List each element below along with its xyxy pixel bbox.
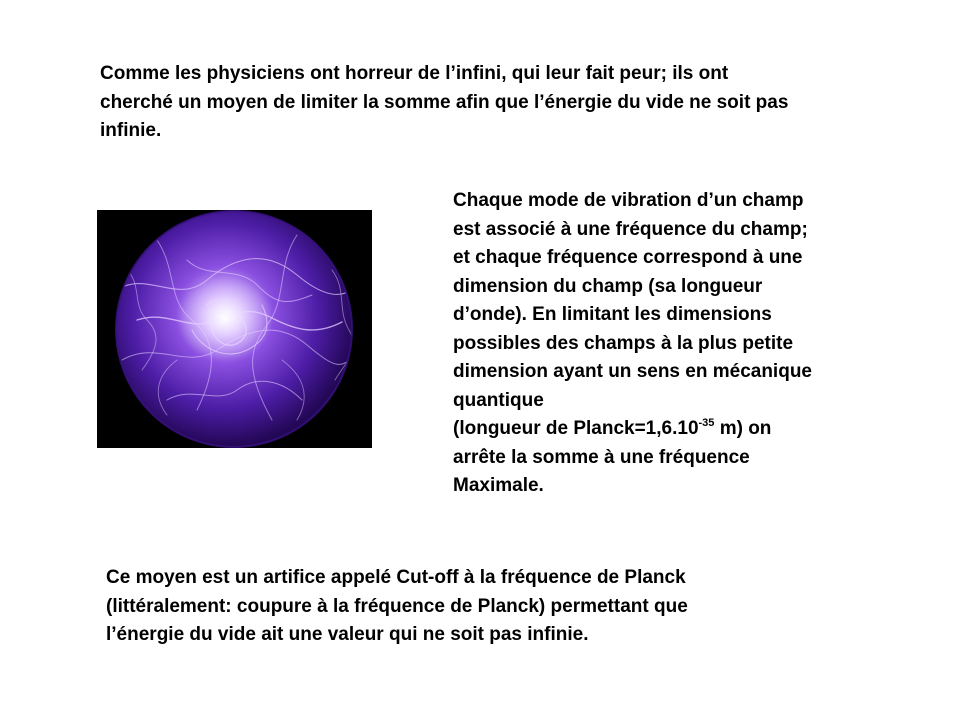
- quantum-vacuum-sphere-image: [97, 210, 372, 448]
- planck-length-line: [453, 415, 873, 444]
- conclusion-line: l’énergie du vide ait une valeur qui ne soit pas infinie.: [106, 624, 589, 645]
- explanation-paragraph: [453, 187, 873, 501]
- explanation-line: et chaque fréquence correspond à une: [453, 247, 803, 268]
- intro-line: Comme les physiciens ont horreur de l’infini, qui leur fait peur; ils ont: [100, 63, 729, 84]
- intro-paragraph: [100, 60, 860, 146]
- explanation-line: est associé à une fréquence du champ;: [453, 218, 808, 240]
- conclusion-paragraph: [106, 564, 806, 650]
- explanation-line: dimension du champ (sa longueur: [453, 275, 763, 297]
- explanation-line: possibles des champs à la plus petite: [453, 332, 794, 354]
- intro-line: cherché un moyen de limiter la somme afin que l’énergie du vide ne soit pas: [100, 91, 789, 113]
- explanation-line: d’onde). En limitant les dimensions: [453, 304, 772, 325]
- explanation-line: dimension ayant un sens en mécanique: [453, 361, 812, 382]
- explanation-line: Chaque mode de vibration d’un champ: [453, 190, 804, 211]
- conclusion-line: Ce moyen est un artifice appelé Cut-off à la fréquence de Planck: [106, 567, 686, 588]
- intro-line: infinie.: [100, 120, 162, 141]
- planck-exponent: -35: [698, 417, 715, 429]
- explanation-line: quantique: [453, 389, 544, 411]
- planck-suffix: m) on: [714, 418, 772, 439]
- conclusion-line: (littéralement: coupure à la fréquence de Planck) permettant que: [106, 595, 688, 617]
- explanation-line: Maximale.: [453, 475, 544, 496]
- planck-prefix: (longueur de Planck=1,6.10: [453, 418, 699, 439]
- explanation-line: arrête la somme à une fréquence: [453, 446, 750, 468]
